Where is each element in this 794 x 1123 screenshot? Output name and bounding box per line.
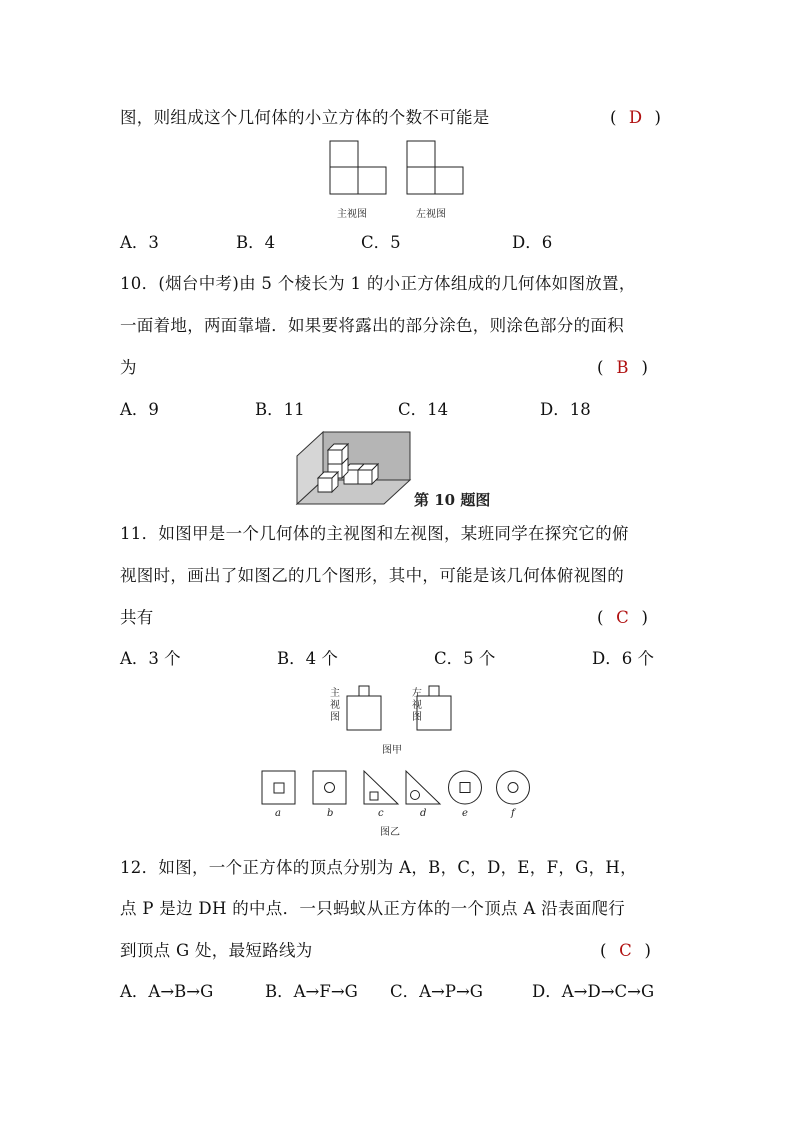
paren-open: ( <box>597 358 604 377</box>
q12-stem-line-3: 到顶点 G 处，最短路线为 <box>120 941 313 960</box>
paren-open: ( <box>600 941 607 960</box>
q11-figure-jia-caption: 图甲 <box>382 745 402 756</box>
q9-stem-line: 图，则组成这个几何体的小立方体的个数不可能是 <box>120 108 490 127</box>
q11-views-figure <box>344 683 469 733</box>
q10-stem-line-3: 为 <box>120 358 137 377</box>
q10-option-b: B．11 <box>255 400 305 419</box>
q9-answer-bracket <box>610 107 661 129</box>
q11-shape-letter-c: c <box>378 808 384 819</box>
q11-stem-line-1: 11．如图甲是一个几何体的主视图和左视图，某班同学在探究它的俯 <box>120 524 629 543</box>
q10-answer: B <box>616 358 629 377</box>
paren-close: ) <box>644 941 651 960</box>
q11-option-d: D．6 个 <box>592 649 654 668</box>
q11-option-a: A．3 个 <box>120 649 181 668</box>
q10-option-c: C．14 <box>398 400 449 419</box>
paren-close: ) <box>654 108 661 127</box>
q9-left-view-label: 左视图 <box>416 209 446 220</box>
q11-shape-letter-e: e <box>462 808 468 819</box>
q12-stem-line-2: 点 P 是边 DH 的中点．一只蚂蚁从正方体的一个顶点 A 沿表面爬行 <box>120 899 626 918</box>
q9-views-figure <box>325 138 470 200</box>
q9-option-b: B．4 <box>236 233 276 252</box>
q11-figure-yi-caption: 图乙 <box>380 827 400 838</box>
paren-open: ( <box>610 108 617 127</box>
q9-front-view-label: 主视图 <box>337 209 367 220</box>
q12-stem-line-1: 12．如图，一个正方体的顶点分别为 A，B，C，D，E，F，G，H， <box>120 858 637 877</box>
paren-close: ) <box>641 608 648 627</box>
q12-answer-bracket <box>600 940 651 962</box>
q10-stem-line-1: 10．(烟台中考)由 5 个棱长为 1 的小正方体组成的几何体如图放置， <box>120 274 636 293</box>
q9-answer: D <box>628 108 643 127</box>
q10-stem-line-2: 一面着地，两面靠墙．如果要将露出的部分涂色，则涂色部分的面积 <box>120 316 624 335</box>
q11-top-view-candidates <box>258 768 534 808</box>
q11-shape-letter-b: b <box>327 808 334 819</box>
q10-figure-caption: 第 10 题图 <box>414 491 491 509</box>
q11-shape-letter-f: f <box>511 808 515 819</box>
paren-open: ( <box>597 608 604 627</box>
q11-left-view-label: 左视图 <box>412 688 422 723</box>
q12-option-c: C．A→P→G <box>390 982 483 1001</box>
q11-answer: C <box>616 608 629 627</box>
q11-option-c: C．5 个 <box>434 649 496 668</box>
q11-option-b: B．4 个 <box>277 649 338 668</box>
q11-shape-letter-a: a <box>275 808 281 819</box>
q12-option-b: B．A→F→G <box>265 982 358 1001</box>
q10-option-a: A．9 <box>120 400 159 419</box>
q11-shape-letter-d: d <box>420 808 427 819</box>
q12-answer: C <box>619 941 632 960</box>
q12-option-a: A．A→B→G <box>120 982 214 1001</box>
q11-answer-bracket <box>597 607 648 629</box>
paren-close: ) <box>641 358 648 377</box>
q9-option-c: C．5 <box>361 233 401 252</box>
q11-stem-line-3: 共有 <box>120 608 154 627</box>
q10-answer-bracket <box>597 357 648 379</box>
q12-option-d: D．A→D→C→G <box>532 982 655 1001</box>
q10-option-d: D．18 <box>540 400 591 419</box>
q10-cube-figure <box>294 430 414 506</box>
q9-option-d: D．6 <box>512 233 553 252</box>
q9-option-a: A．3 <box>120 233 159 252</box>
q11-front-view-label: 主视图 <box>330 688 340 723</box>
q11-stem-line-2: 视图时，画出了如图乙的几个图形，其中，可能是该几何体俯视图的 <box>120 566 624 585</box>
